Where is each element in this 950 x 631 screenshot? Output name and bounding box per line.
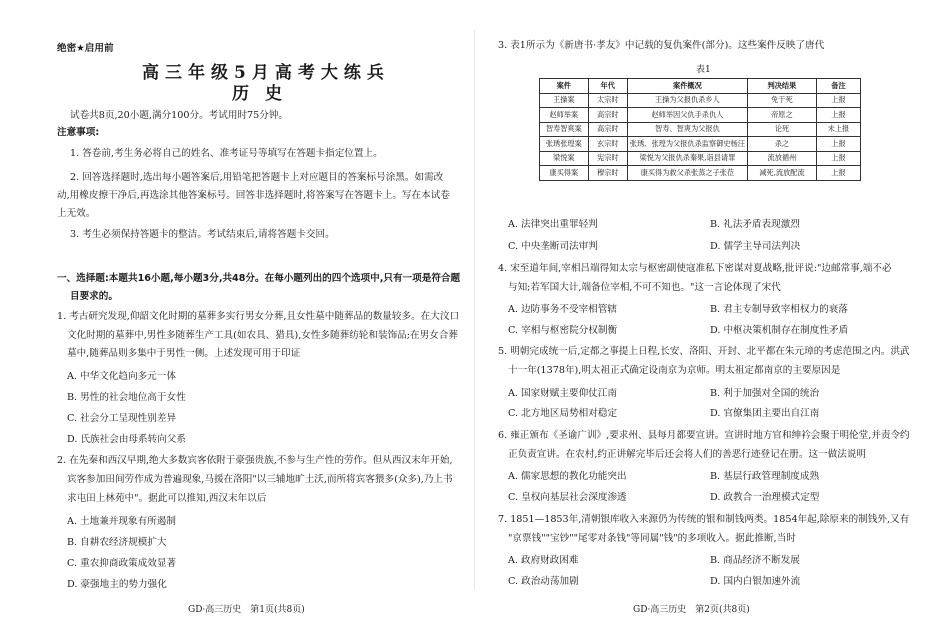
q5-stem-line-1: 5. 明朝完成统一后,定都之事提上日程,长安、洛阳、开封、北平都在朱元璋的考虑范围之内。洪武 (498, 346, 910, 357)
q5-option-d: D. 官僚集团主要出自江南 (710, 408, 820, 419)
table-cell: 王操案 (540, 93, 589, 108)
note-item-1: 1. 答卷前,考生务必将自己的姓名、准考证号等填写在答题卡指定位置上。 (70, 148, 383, 159)
q1-option-d: D. 氏族社会由母系转向父系 (67, 434, 186, 445)
table-cell: 赵师举因父仇手杀仇人 (627, 108, 747, 123)
q2-option-a: A. 土地兼并现象有所遏制 (67, 516, 176, 527)
q7-option-b: B. 商品经济不断发展 (710, 555, 800, 566)
q7-stem-line-2: "京票钱""宝钞""尾零对条钱"等同属"钱"的多项收入。据此推断,当时 (508, 533, 796, 544)
q2-option-d: D. 豪强地主的势力强化 (67, 579, 167, 590)
q6-stem-line-1: 6. 雍正颁布《圣谕广训》,要求州、县每月都要宣讲。宣讲时地方官和绅衿会聚于明伦堂,并责令约 (498, 430, 910, 441)
q7-option-d: D. 国内白银加速外流 (710, 576, 801, 587)
q6-option-b: B. 基层行政管理制度成熟 (710, 471, 820, 482)
table-cell: 梁悦为父报仇杀秦果,诣县请罪 (627, 151, 747, 166)
table-cell: 上报 (816, 166, 860, 181)
note-item-3: 3. 考生必须保持答题卡的整洁。考试结束后,请将答题卡交回。 (70, 229, 335, 240)
table-row (540, 108, 861, 123)
note-item-2-line-1: 2. 回答选择题时,选出每小题答案后,用铅笔把答题卡上对应题目的答案标号涂黑。如需改 (70, 172, 444, 183)
table-cell: 康买得案 (540, 166, 589, 181)
table-cell: 智寿智爽案 (540, 122, 589, 137)
q4-option-b: B. 君主专制导致宰相权力的衰落 (710, 304, 848, 315)
table-row (540, 137, 861, 152)
q4-stem-line-2: 与知;若军国大计,端备位宰相,不可不知也。"这一言论体现了宋代 (508, 282, 781, 293)
q2-option-b: B. 自耕农经济规模扩大 (67, 537, 167, 548)
table-cell: 赵师举案 (540, 108, 589, 123)
table-cell: 高宗时 (588, 122, 627, 137)
q1-option-c: C. 社会分工呈现性别差异 (67, 413, 177, 424)
q5-option-a: A. 国家财赋主要仰仗江南 (508, 388, 617, 399)
confidential-label: 绝密★启用前 (57, 43, 114, 54)
q1-stem-line-2: 文化时期的墓葬中,男性多随葬生产工具(如农具、猎具),女性多随葬纺轮和装饰品;在男女合葬 (67, 330, 458, 341)
q7-stem-line-1: 7. 1851—1853年,清朝银库收入来源仍为传统的银和制钱两类。1854年起,除原来的制钱外,又有 (498, 514, 910, 525)
table-cell: 宪宗时 (588, 151, 627, 166)
q2-stem-line-1: 2. 在先秦和西汉早期,绝大多数宾客依附于豪强贵族,不参与生产性的劳作。但从西汉末年开始, (57, 455, 453, 466)
table-header-cell: 备注 (816, 79, 860, 94)
note-item-2-line-3: 上无效。 (57, 208, 96, 219)
table-cell: 康买得为救父杀张蒸之子张莅 (627, 166, 747, 181)
q2-stem-line-2: 宾客参加田间劳作成为普遍现象,马援在洛阳"以三辅地旷土沃,而所将宾客猥多(众多),乃上书 (67, 474, 453, 485)
table-row (540, 166, 861, 181)
subject-title: 历史 (232, 84, 298, 104)
table-cell: 穆宗时 (588, 166, 627, 181)
table-cell: 王操为父报仇杀乡人 (627, 93, 747, 108)
table-caption: 表1 (696, 65, 711, 75)
q3-option-b: B. 礼法矛盾表现激烈 (710, 219, 800, 230)
q1-stem-line-1: 1. 考古研究发现,仰韶文化时期的墓葬多实行男女分葬,且女性墓中随葬品的数量较多。在大汶口 (57, 311, 460, 322)
q5-stem-line-2: 十一年(1378年),明太祖正式确定设南京为京师。明太祖定都南京的主要原因是 (508, 365, 841, 376)
q2-option-c: C. 重农抑商政策成效显著 (67, 558, 177, 569)
table-cell: 太宗时 (588, 93, 627, 108)
q5-option-b: B. 利于加强对全国的统治 (710, 388, 820, 399)
q7-option-a: A. 政府财政困难 (508, 555, 579, 566)
table-row (540, 122, 861, 137)
table-cell: 免于死 (747, 93, 816, 108)
table-cell: 玄宗时 (588, 137, 627, 152)
table-header-cell: 案件概况 (627, 79, 747, 94)
q7-option-c: C. 政治动荡加剧 (508, 576, 579, 587)
section-heading-line-2: 目要求的。 (70, 291, 118, 302)
q3-option-c: C. 中央垄断司法审判 (508, 241, 598, 252)
table-cell: 张琇张瑝案 (540, 137, 589, 152)
table-cell: 智寿、智爽为父报仇 (627, 122, 747, 137)
page-2-footer: GD·高三历史 第2页(共8页) (633, 605, 750, 615)
table-header-row (540, 79, 861, 94)
q3-option-a: A. 法律突出重罪轻判 (508, 219, 598, 230)
q3-stem: 3. 表1所示为《新唐书·孝友》中记载的复仇案件(部分)。这些案件反映了唐代 (498, 40, 825, 51)
table-cell: 上报 (816, 137, 860, 152)
q4-option-c: C. 宰相与枢密院分权制衡 (508, 325, 618, 336)
section-heading-line-1: 一、选择题:本题共16小题,每小题3分,共48分。在每小题列出的四个选项中,只有一项是符合题 (57, 273, 461, 284)
q4-option-a: A. 边防事务不受宰相管辖 (508, 304, 617, 315)
table-row (540, 93, 861, 108)
q6-option-c: C. 皇权向基层社会深度渗透 (508, 492, 627, 503)
table-cell: 高宗时 (588, 108, 627, 123)
q6-option-a: A. 儒家思想的教化功能突出 (508, 471, 627, 482)
table-cell: 论死 (747, 122, 816, 137)
case-table (539, 78, 861, 181)
table-cell: 杀之 (747, 137, 816, 152)
table-cell: 减死,流放配流 (747, 166, 816, 181)
note-item-2-line-2: 动,用橡皮擦干净后,再选涂其他答案标号。回答非选择题时,将答案写在答题卡上。写在本试卷 (57, 190, 450, 201)
exam-title: 高三年级5月高考大练兵 (142, 63, 390, 83)
table-cell: 上报 (816, 108, 860, 123)
q1-option-a: A. 中华文化趋向多元一体 (67, 371, 176, 382)
table-cell: 未上报 (816, 122, 860, 137)
table-cell: 梁悦案 (540, 151, 589, 166)
q6-option-d: D. 政教合一治理模式定型 (710, 492, 820, 503)
q5-option-c: C. 北方地区局势相对稳定 (508, 408, 618, 419)
page-1-footer: GD·高三历史 第1页(共8页) (188, 605, 305, 615)
q1-option-b: B. 男性的社会地位高于女性 (67, 392, 186, 403)
q3-option-d: D. 儒学主导司法判决 (710, 241, 801, 252)
q4-stem-line-1: 4. 宋至道年间,宰相吕端得知太宗与枢密副使寇准私下密谋对夏战略,批评说:"边邮常事,端不必 (498, 263, 892, 274)
exam-intro: 试卷共8页,20小题,满分100分。考试用时75分钟。 (70, 110, 289, 121)
table-cell: 上报 (816, 151, 860, 166)
q4-option-d: D. 中枢决策机制存在制度性矛盾 (710, 325, 849, 336)
q6-stem-line-2: 正负责宣讲。在农村,约正讲解完毕后还会将人们的善恶行迹登记在册。这一做法说明 (508, 449, 867, 460)
table-cell: 流放循州 (747, 151, 816, 166)
table-row (540, 151, 861, 166)
table-cell: 帝原之 (747, 108, 816, 123)
table-cell: 张琇、张瑝为父报仇杀监察御史杨汪 (627, 137, 747, 152)
table-header-cell: 年代 (588, 79, 627, 94)
table-header-cell: 判决结果 (747, 79, 816, 94)
page-2 (475, 0, 950, 631)
q2-stem-line-3: 求屯田上林苑中"。据此可以推知,西汉末年以后 (67, 493, 267, 504)
table-cell: 上报 (816, 93, 860, 108)
q1-stem-line-3: 墓中,随葬品则多集中于男性一侧。上述发现可用于印证 (67, 348, 301, 359)
table-header-cell: 案件 (540, 79, 589, 94)
notes-heading: 注意事项: (57, 127, 100, 138)
